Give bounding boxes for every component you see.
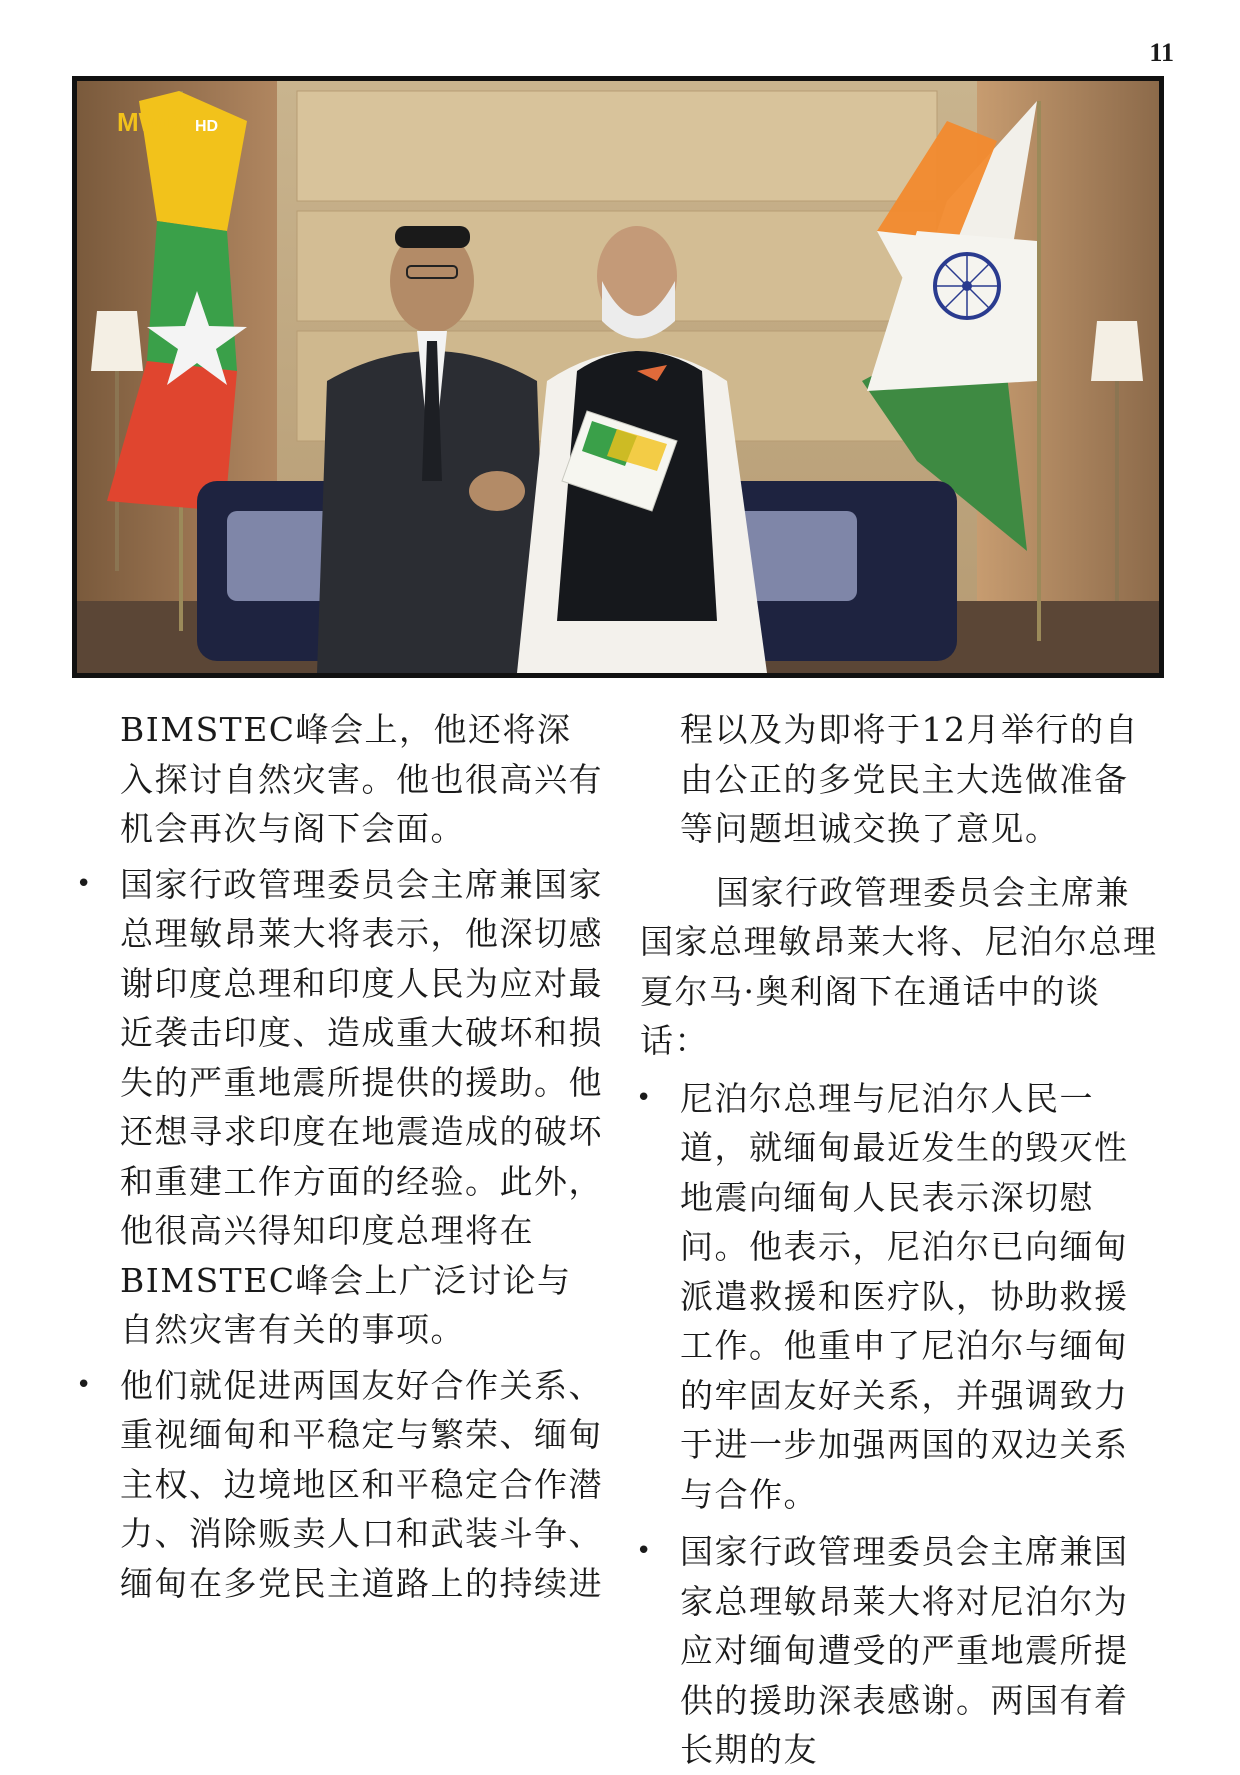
left-bullet-list	[120, 860, 605, 1609]
right-bullet-1: • 尼泊尔总理与尼泊尔人民一道，就缅甸最近发生的毁灭性地震向缅甸人民表示深切慰问。他表示，尼泊尔已向缅甸派遣救援和医疗队，协助救援工作。他重申了尼泊尔与缅甸的牢固友好关系，并强调致力于进一步加强两国的双边关系与合作。	[680, 1074, 1160, 1520]
photo-illustration	[77, 81, 1159, 673]
left-continuation-text: BIMSTEC峰会上，他还将深入探讨自然灾害。他也很高兴有机会再次与阁下会面。	[120, 710, 603, 848]
news-photo	[72, 76, 1164, 678]
left-bullet-1: • 国家行政管理委员会主席兼国家总理敏昂莱大将表示，他深切感谢印度总理和印度人民为应对最近袭击印度、造成重大破坏和损失的严重地震所提供的援助。他还想寻求印度在地震造成的破坏和重建工作方面的经验。此外，他很高兴得知印度总理将在BIMSTEC峰会上广泛讨论与自然灾害有关的事项。	[120, 860, 605, 1355]
right-continuation-text: 程以及为即将于12月举行的自由公正的多党民主大选做准备等问题坦诚交换了意见。	[680, 710, 1139, 848]
left-column	[120, 705, 605, 1608]
channel-logo-suffix: HD	[195, 118, 219, 135]
right-bullet-list	[640, 1074, 1160, 1775]
page-number: 11	[1149, 38, 1174, 67]
left-bullet-2: • 他们就促进两国友好合作关系、重视缅甸和平稳定与繁荣、缅甸主权、边境地区和平稳定合作潜力、消除贩卖人口和武装斗争、缅甸在多党民主道路上的持续进	[120, 1361, 605, 1609]
right-column	[640, 705, 1160, 1775]
channel-logo: MWD	[117, 107, 182, 137]
right-paragraph: 国家行政管理委员会主席兼国家总理敏昂莱大将、尼泊尔总理夏尔马·奥利阁下在通话中的谈话：	[640, 872, 1158, 1060]
right-bullet-2: • 国家行政管理委员会主席兼国家总理敏昂莱大将对尼泊尔为应对缅甸遭受的严重地震所提供的援助深表感谢。两国有着长期的友	[680, 1527, 1160, 1775]
